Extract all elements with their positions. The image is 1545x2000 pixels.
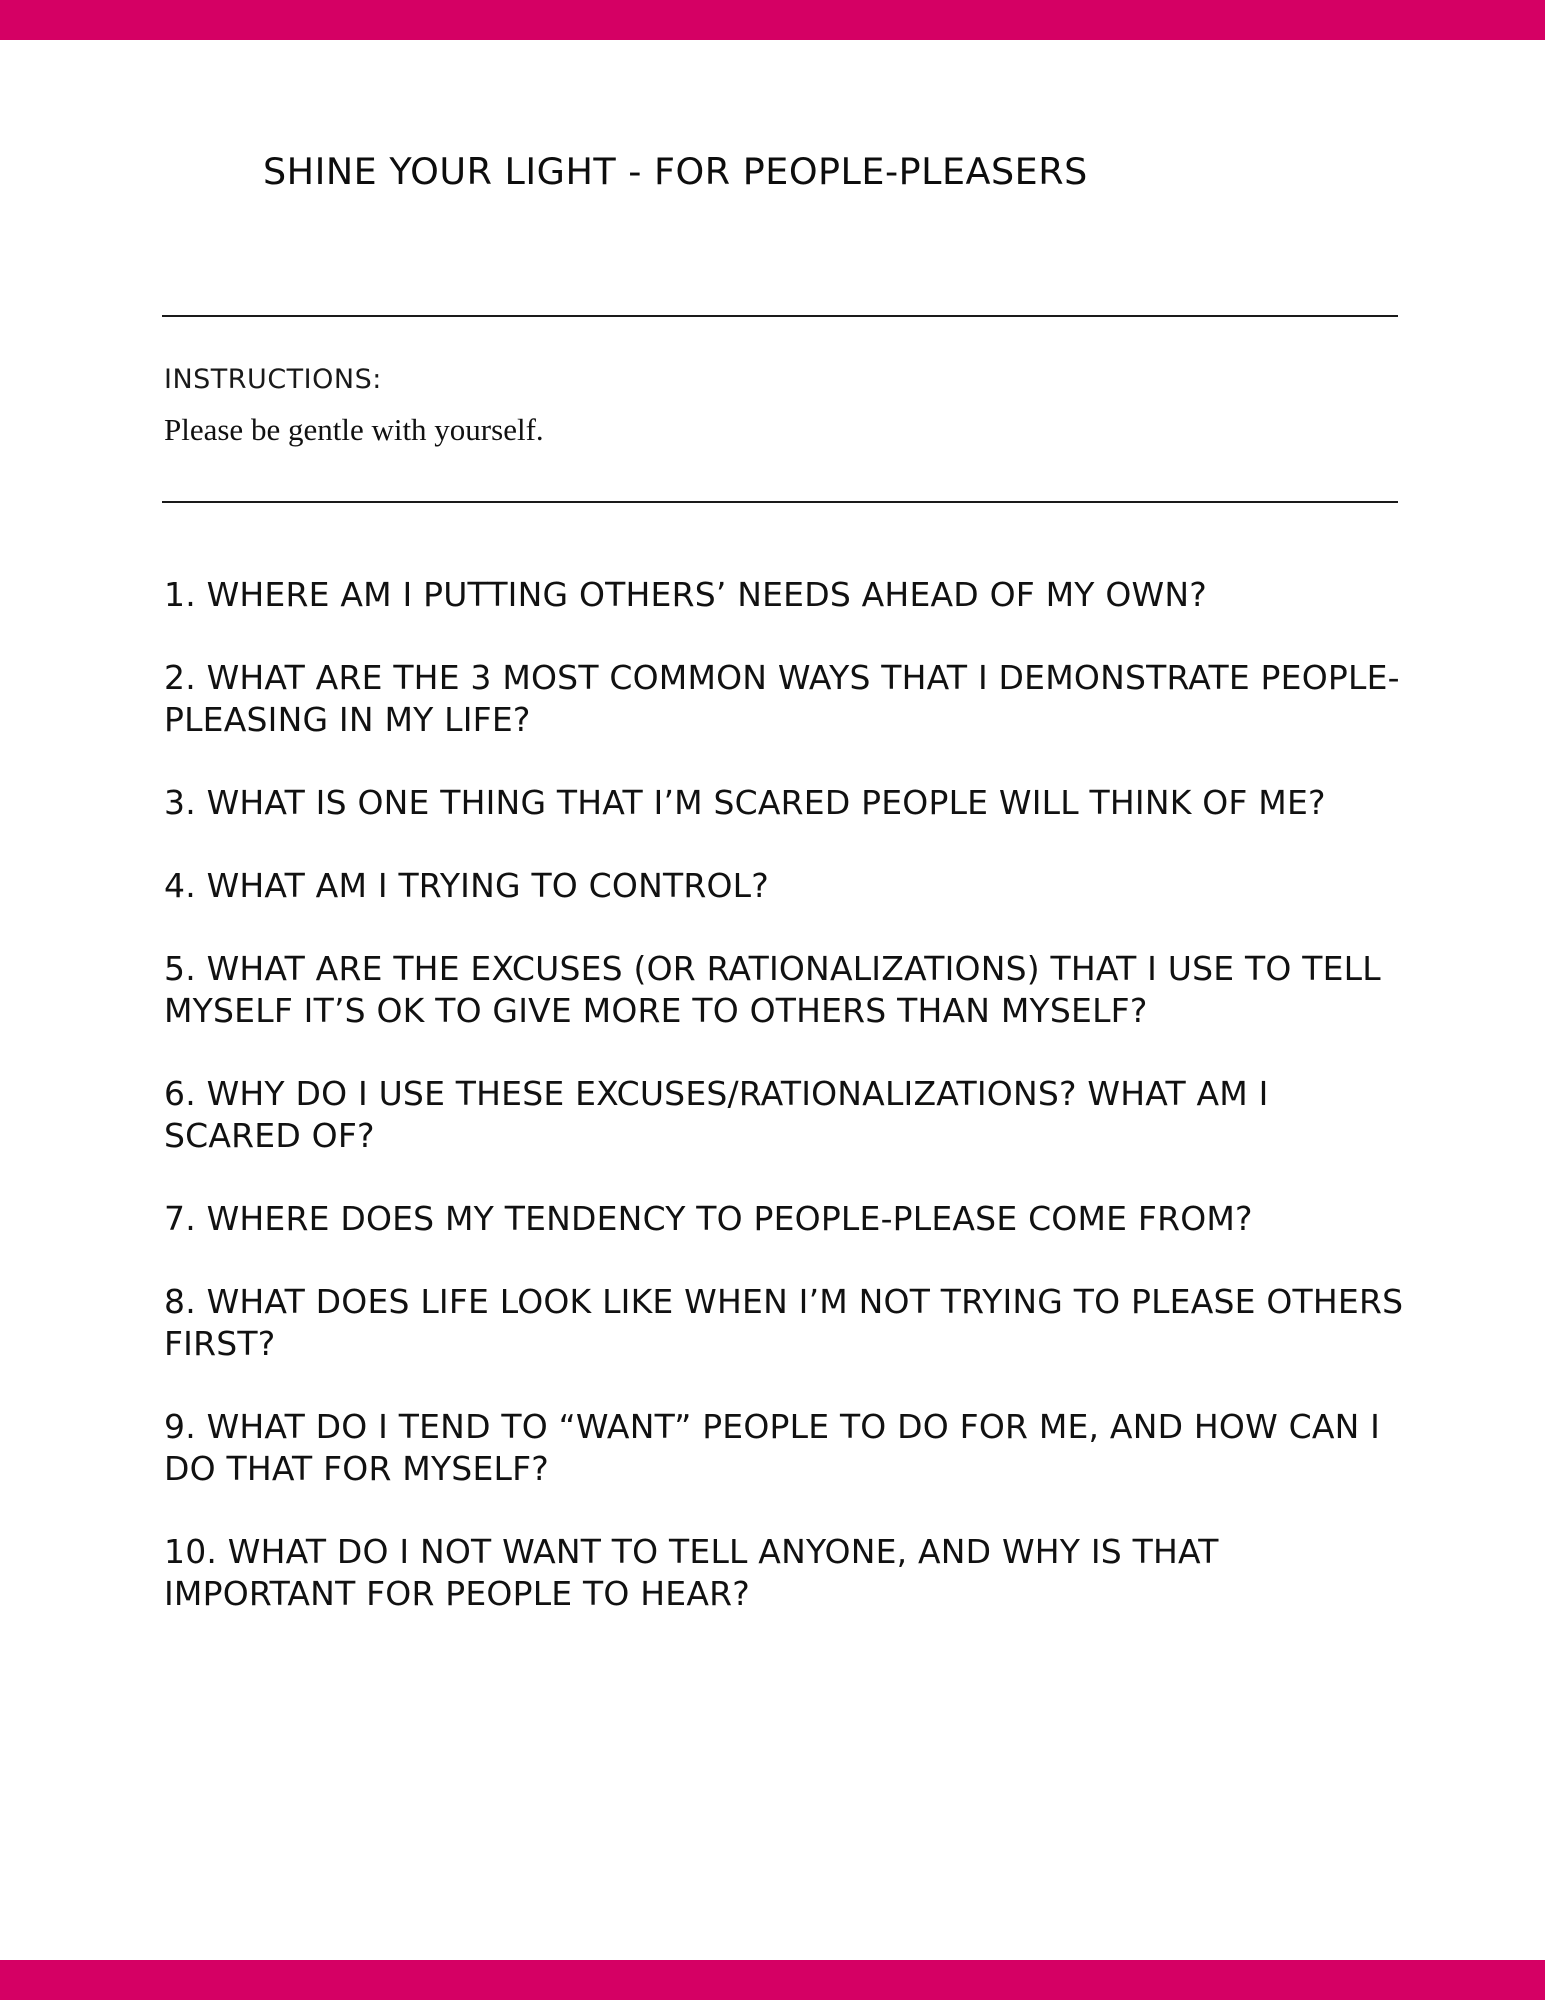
question-item: 5. WHAT ARE THE EXCUSES (OR RATIONALIZATIONS) THAT I USE TO TELL MYSELF IT’S OK TO GIVE MORE TO OTHERS THAN MYSELF? [164, 949, 1381, 1030]
question-item: 6. WHY DO I USE THESE EXCUSES/RATIONALIZATIONS? WHAT AM I SCARED OF? [164, 1074, 1269, 1155]
question-item: 1. WHERE AM I PUTTING OTHERS’ NEEDS AHEAD OF MY OWN? [164, 575, 1207, 614]
instructions-label: INSTRUCTIONS: [164, 364, 382, 395]
question-item: 2. WHAT ARE THE 3 MOST COMMON WAYS THAT I DEMONSTRATE PEOPLE-PLEASING IN MY LIFE? [164, 658, 1400, 739]
top-accent-band [0, 0, 1545, 40]
question-item: 3. WHAT IS ONE THING THAT I’M SCARED PEOPLE WILL THINK OF ME? [164, 783, 1326, 822]
question-item: 10. WHAT DO I NOT WANT TO TELL ANYONE, AND WHY IS THAT IMPORTANT FOR PEOPLE TO HEAR? [164, 1532, 1219, 1613]
question-item: 9. WHAT DO I TEND TO “WANT” PEOPLE TO DO FOR ME, AND HOW CAN I DO THAT FOR MYSELF? [164, 1407, 1381, 1488]
question-item: 7. WHERE DOES MY TENDENCY TO PEOPLE-PLEASE COME FROM? [164, 1199, 1253, 1238]
question-item: 8. WHAT DOES LIFE LOOK LIKE WHEN I’M NOT TRYING TO PLEASE OTHERS FIRST? [164, 1282, 1404, 1363]
page-title: SHINE YOUR LIGHT - FOR PEOPLE-PLEASERS [263, 150, 1088, 193]
instructions-text: Please be gentle with yourself. [164, 412, 544, 447]
bottom-accent-band [0, 1960, 1545, 2000]
divider-bottom [162, 501, 1398, 503]
divider-top [162, 315, 1398, 317]
question-item: 4. WHAT AM I TRYING TO CONTROL? [164, 866, 769, 905]
question-list [164, 574, 1404, 1656]
